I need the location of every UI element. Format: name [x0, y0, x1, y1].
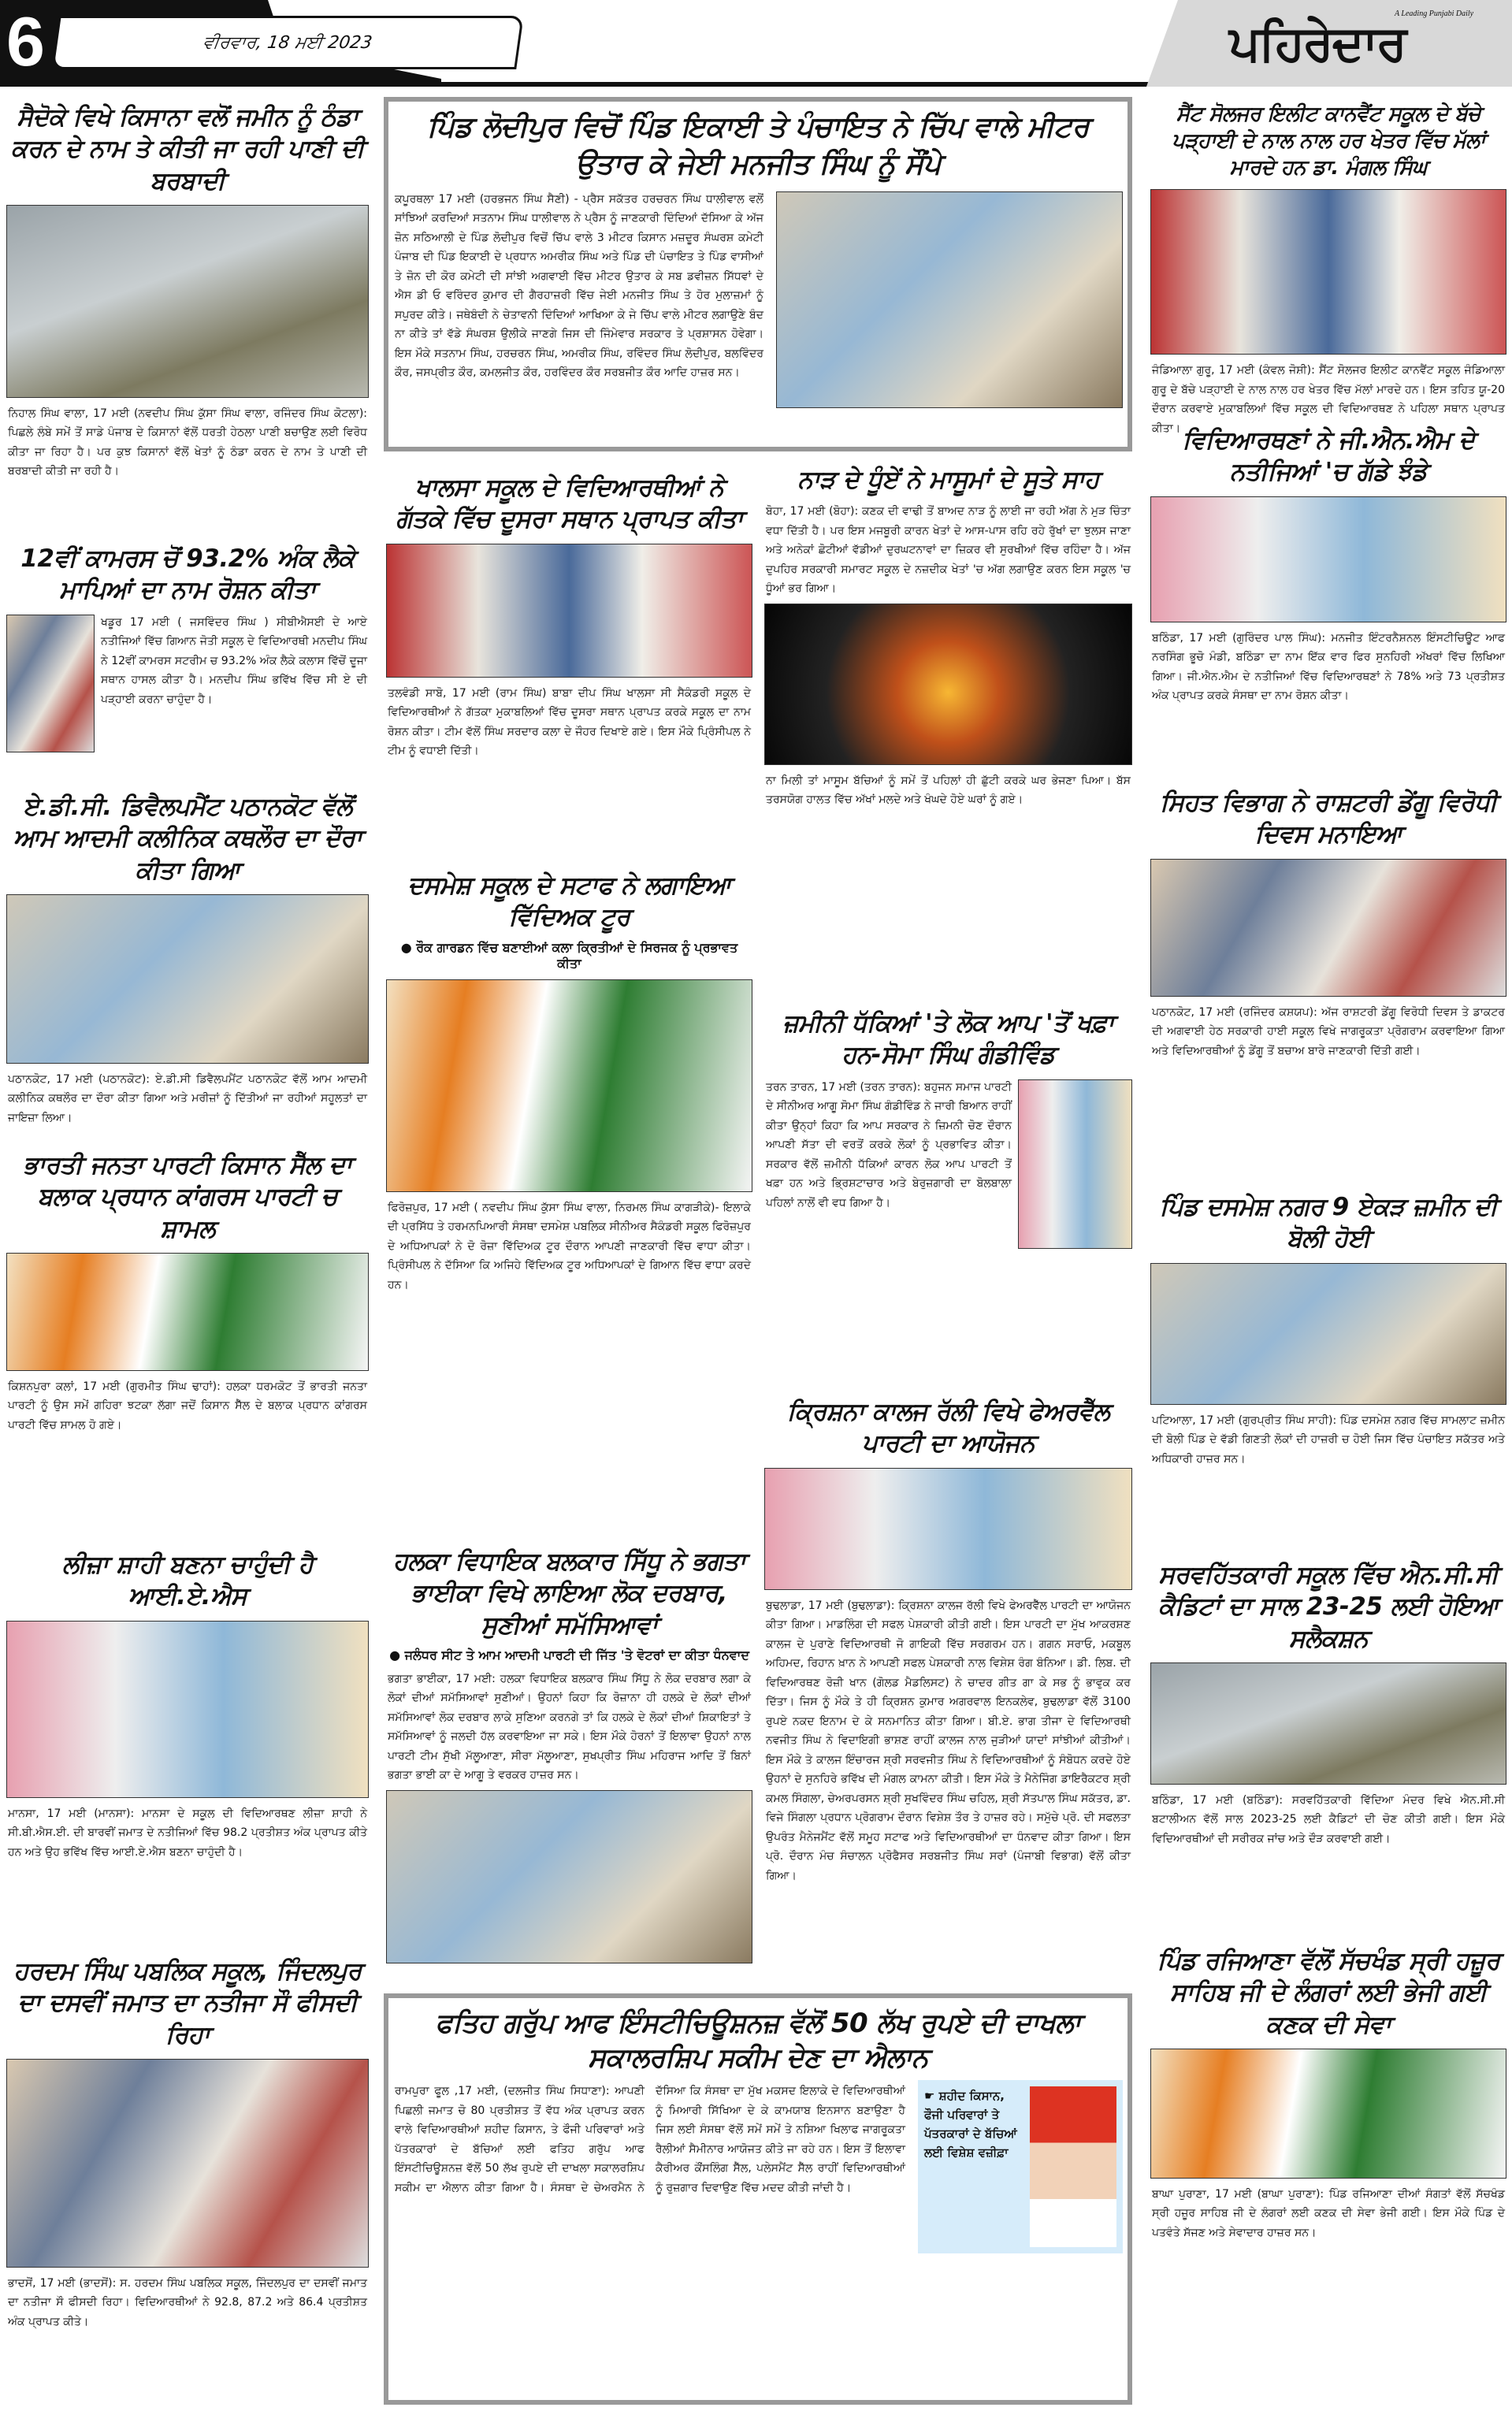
headline: 12ਵੀਂ ਕਾਮਰਸ ਚੋਂ 93.2% ਅੰਕ ਲੈਕੇ ਮਾਪਿਆਂ ਦਾ ਨਾਮ ਰੋਸ਼ਨ ਕੀਤਾ — [20, 544, 355, 605]
photo-soma-singh-portrait — [1018, 1079, 1132, 1249]
article-land-auction — [1150, 1188, 1506, 1554]
article-body: ਪਟਿਆਲਾ, 17 ਮਈ (ਗੁਰਪ੍ਰੀਤ ਸਿੰਘ ਸਾਹੀ): ਪਿੰਡ ਦਸਮੇਸ਼ ਨਗਰ ਵਿੱਚ ਸਾਮਲਾਟ ਜ਼ਮੀਨ ਦੀ ਬੋਲੀ ਪਿੰਡ ਦੇ ਵੱਡੀ ਗਿਣਤੀ ਲੋਕਾਂ ਦੀ ਹਾਜ਼ਰੀ ਚ ਹੋਈ ਜਿਸ ਵਿੱਚ ਪੰਚਾਇਤ ਸਕੱਤਰ ਅਤੇ ਅਧਿਕਾਰੀ ਹਾਜ਼ਰ ਸਨ। — [1152, 1414, 1505, 1466]
article-body: ਰਾਮਪੁਰਾ ਫੂਲ ,17 ਮਈ, (ਦਲਜੀਤ ਸਿੰਘ ਸਿਧਾਣਾ): ਆਪਣੀ ਪਿਛਲੀ ਜਮਾਤ ਚੋ 80 ਪ੍ਰਤੀਸ਼ਤ ਤੋਂ ਵੱਧ ਅੰਕ ਪ੍ਰਾਪਤ ਕਰਨ ਵਾਲੇ ਵਿਦਿਆਰਥੀਆਂ ਸ਼ਹੀਦ ਕਿਸਾਨ, ਤੇ ਫੌਜੀ ਪਰਿਵਾਰਾਂ ਅਤੇ ਪੱਤਰਕਾਰਾਂ ਦੇ ਬੱਚਿਆਂ ਲਈ ਫਤਿਹ ਗਰੁੱਪ ਆਫ ਇੰਸਟੀਚਿਊਸ਼ਨਜ਼ ਵੱਲੋਂ 50 ਲੱਖ ਰੁਪਏ ਦੀ ਦਾਖਲਾ ਸਕਾਲਰਸ਼ਿਪ ਸਕੀਮ ਦਾ ਐਲਾਨ ਕੀਤਾ ਗਿਆ ਹੈ। ਸੰਸਥਾ ਦੇ ਚੇਅਰਮੈਨ ਨੇ ਦੱਸਿਆ ਕਿ ਸੰਸਥਾ ਦਾ ਮੁੱਖ ਮਕਸਦ ਇਲਾਕੇ ਦੇ ਵਿਦਿਆਰਥੀਆਂ ਨੂੰ ਮਿਆਰੀ ਸਿੱਖਿਆ ਦੇ ਕੇ ਕਾਮਯਾਬ ਇਨਸਾਨ ਬਣਾਉਣਾ ਹੈ ਜਿਸ ਲਈ ਸੰਸਥਾ ਵੱਲੋਂ ਸਮੇਂ ਸਮੇਂ ਤੇ ਨਸ਼ਿਆ ਖਿਲਾਫ ਜਾਗਰੂਕਤਾ ਰੈਲੀਆਂ ਸੈਮੀਨਾਰ ਆਯੋਜਤ ਕੀਤੇ ਜਾ ਰਹੇ ਹਨ। ਇਸ ਤੋਂ ਇਲਾਵਾ ਕੈਰੀਅਰ ਕੌਂਸਲਿੰਗ ਸੈੱਲ, ਪਲੇਸਮੈਂਟ ਸੈੱਲ ਰਾਹੀਂ ਵਿਦਿਆਰਥੀਆਂ ਨੂੰ ਰੁਜ਼ਗਾਰ ਦਿਵਾਉਣ ਵਿੱਚ ਮਦਦ ਕੀਤੀ ਜਾਂਦੀ ਹੈ। — [395, 2085, 905, 2194]
article-wheat-seva — [1150, 1942, 1506, 2405]
headline: ਏ.ਡੀ.ਸੀ. ਡਿਵੈਲਪਮੈਂਟ ਪਠਾਨਕੋਟ ਵੱਲੋਂ ਆਮ ਆਦਮੀ ਕਲੀਨਿਕ ਕਥਲੌਰ ਦਾ ਦੌਰਾ ਕੀਤਾ ਗਿਆ — [13, 793, 362, 885]
callout-text: ☛ ਸ਼ਹੀਦ ਕਿਸਾਨ, ਫੌਜੀ ਪਰਿਵਾਰਾਂ ਤੇ ਪੱਤਰਕਾਰਾਂ ਦੇ ਬੱਚਿਆਂ ਲਈ ਵਿਸ਼ੇਸ਼ ਵਜ਼ੀਫ਼ਾ — [924, 2089, 1017, 2160]
article-stubble-smoke — [764, 461, 1132, 1001]
photo-award-ceremony — [1150, 189, 1506, 355]
article-commerce-result — [6, 540, 369, 786]
article-body: ਬਾਘਾ ਪੁਰਾਣਾ, 17 ਮਈ (ਬਾਘਾ ਪੁਰਾਣਾ): ਪਿੰਡ ਰਜਿਆਣਾ ਦੀਆਂ ਸੰਗਤਾਂ ਵੱਲੋਂ ਸੱਚਖੰਡ ਸ੍ਰੀ ਹਜ਼ੂਰ ਸਾਹਿਬ ਜੀ ਦੇ ਲੰਗਰਾਂ ਲਈ ਕਣਕ ਦੀ ਸੇਵਾ ਭੇਜੀ ਗਈ। ਇਸ ਮੌਕੇ ਪਿੰਡ ਦੇ ਪਤਵੰਤੇ ਸੱਜਣ ਅਤੇ ਸੇਵਾਦਾਰ ਹਾਜ਼ਰ ਸਨ। — [1152, 2187, 1505, 2239]
article-body-continued: ਨਾ ਮਿਲੀ ਤਾਂ ਮਾਸੂਮ ਬੱਚਿਆਂ ਨੂੰ ਸਮੇਂ ਤੋਂ ਪਹਿਲਾਂ ਹੀ ਛੁੱਟੀ ਕਰਕੇ ਘਰ ਭੇਜਣਾ ਪਿਆ। ਬੱਸ ਤਰਸਯੋਗ ਹਾਲਤ ਵਿੱਚ ਅੱਖਾਂ ਮਲਦੇ ਅਤੇ ਖੰਘਦੇ ਹੋਏ ਘਰਾਂ ਨੂੰ ਗਏ। — [766, 774, 1131, 807]
article-ncc-selection — [1150, 1556, 1506, 1940]
photo-lok-darbar — [386, 1790, 752, 1963]
headline: ਪਿੰਡ ਰਜਿਆਣਾ ਵੱਲੋਂ ਸੱਚਖੰਡ ਸ੍ਰੀ ਹਜ਼ੂਰ ਸਾਹਿਬ ਜੀ ਦੇ ਲੰਗਰਾਂ ਲਈ ਭੇਜੀ ਗਈ ਕਣਕ ਦੀ ਸੇਵਾ — [1157, 1947, 1500, 2039]
headline: ਸਰਵਹਿੱਤਕਾਰੀ ਸਕੂਲ ਵਿੱਚ ਐਨ.ਸੀ.ਸੀ ਕੈਡਿਟਾਂ ਦਾ ਸਾਲ 23-25 ਲਈ ਹੋਇਆ ਸਲੈਕਸ਼ਨ — [1158, 1561, 1499, 1653]
article-body: ਮਾਨਸਾ, 17 ਮਈ (ਮਾਨਸਾ): ਮਾਨਸਾ ਦੇ ਸਕੂਲ ਦੀ ਵਿਦਿਆਰਥਣ ਲੀਜ਼ਾ ਸ਼ਾਹੀ ਨੇ ਸੀ.ਬੀ.ਐਸ.ਈ. ਦੀ ਬਾਰਵੀਂ ਜਮਾਤ ਦੇ ਨਤੀਜਿਆਂ ਵਿੱਚ 98.2 ਪ੍ਰਤੀਸ਼ਤ ਅੰਕ ਪ੍ਰਾਪਤ ਕੀਤੇ ਹਨ ਅਤੇ ਉਹ ਭਵਿੱਖ ਵਿੱਚ ਆਈ.ਏ.ਐਸ ਬਣਨਾ ਚਾਹੁੰਦੀ ਹੈ। — [8, 1807, 367, 1859]
article-body: ਨਿਹਾਲ ਸਿੰਘ ਵਾਲਾ, 17 ਮਈ (ਨਵਦੀਪ ਸਿੰਘ ਕੁੱਸਾ ਸਿੰਘ ਵਾਲਾ, ਰਜਿੰਦਰ ਸਿੰਘ ਕੋਟਲਾ): ਪਿਛਲੇ ਲੰਬੇ ਸਮੇਂ ਤੋਂ ਸਾਡੇ ਪੰਜਾਬ ਦੇ ਕਿਸਾਨਾਂ ਵੱਲੋਂ ਧਰਤੀ ਹੇਠਲਾ ਪਾਣੀ ਬਚਾਉਣ ਲਈ ਵਿਰੋਧ ਕੀਤਾ ਜਾ ਰਿਹਾ ਹੈ। ਪਰ ਕੁਝ ਕਿਸਾਨਾਂ ਵੱਲੋਂ ਖੇਤਾਂ ਨੂੰ ਠੰਡਾ ਕਰਨ ਦੇ ਨਾਮ ਤੇ ਪਾਣੀ ਦੀ ਬਰਬਾਦੀ ਕੀਤੀ ਜਾ ਰਹੀ ਹੈ। — [8, 407, 367, 478]
article-adc-clinic — [6, 788, 369, 1142]
photo-wheat-seva — [1150, 2049, 1506, 2179]
issue-date: ਵੀਰਵਾਰ, 18 ਮਈ 2023 — [51, 16, 524, 69]
headline: ਦਸਮੇਸ਼ ਸਕੂਲ ਦੇ ਸਟਾਫ ਨੇ ਲਗਾਇਆ ਵਿੱਦਿਅਕ ਟੂਰ — [407, 871, 731, 932]
article-body: ਕਪੂਰਥਲਾ 17 ਮਈ (ਹਰਭਜਨ ਸਿੰਘ ਸੈਣੀ) - ਪ੍ਰੈਸ ਸਕੱਤਰ ਹਰਚਰਨ ਸਿੰਘ ਧਾਲੀਵਾਲ ਵਲੋਂ ਸਾਂਝਿਆਂ ਕਰਦਿਆਂ ਸਤਨਾਮ ਸਿੰਘ ਧਾਲੀਵਾਲ ਨੇ ਪ੍ਰੈਸ ਨੂੰ ਜਾਣਕਾਰੀ ਦਿੰਦਿਆਂ ਦੱਸਿਆ ਕੇ ਅੱਜ ਜ਼ੋਨ ਸਠਿਆਲੀ ਦੇ ਪਿੰਡ ਲੋਦੀਪੁਰ ਵਿਚੋਂ ਚਿੱਪ ਵਾਲੇ 3 ਮੀਟਰ ਕਿਸਾਨ ਮਜ਼ਦੂਰ ਸੰਘਰਸ਼ ਕਮੇਟੀ ਪੰਜਾਬ ਦੀ ਪਿੰਡ ਇਕਾਈ ਦੇ ਪ੍ਰਧਾਨ ਅਮਰੀਕ ਸਿੰਘ ਅਤੇ ਪਿੰਡ ਦੀ ਪੰਚਾਇਤ ਤੇ ਪਿੰਡ ਵਾਸੀਆਂ ਤੇ ਜ਼ੋਨ ਦੀ ਕੋਰ ਕਮੇਟੀ ਦੀ ਸਾਂਝੀ ਅਗਵਾਈ ਵਿੱਚ ਮੀਟਰ ਉਤਾਰ ਕੇ ਸਬ ਡਵੀਜ਼ਨ ਸਿੱਧਵਾਂ ਦੇ ਐਸ ਡੀ ਓ ਵਰਿੰਦਰ ਕੁਮਾਰ ਦੀ ਗੈਰਹਾਜ਼ਰੀ ਵਿੱਚ ਜੇਈ ਮਨਜੀਤ ਸਿੰਘ ਤੇ ਹੋਰ ਮੁਲਾਜ਼ਮਾਂ ਨੂੰ ਸਪੁਰਦ ਕੀਤੇ। ਜਥੇਬੰਦੀ ਨੇ ਚੇਤਾਵਨੀ ਦਿੰਦਿਆਂ ਆਖਿਆ ਕੇ ਜੇ ਚਿੱਪ ਵਾਲੇ ਮੀਟਰ ਲਗਾਉਣੇ ਬੰਦ ਨਾ ਕੀਤੇ ਤਾਂ ਵੱਡੇ ਸੰਘਰਸ਼ ਉਲੀਕੇ ਜਾਣਗੇ ਜਿਸ ਦੀ ਜਿੰਮੇਵਾਰ ਸਰਕਾਰ ਤੇ ਪ੍ਰਸ਼ਾਸਨ ਹੋਵੇਗਾ। ਇਸ ਮੌਕੇ ਸਤਨਾਮ ਸਿੰਘ, ਹਰਚਰਨ ਸਿੰਘ, ਅਮਰੀਕ ਸਿੰਘ, ਰਵਿੰਦਰ ਸਿੰਘ ਲੋਦੀਪੁਰ, ਬਲਵਿੰਦਰ ਕੌਰ, ਜਸਪ੍ਰੀਤ ਕੌਰ, ਕਮਲਜੀਤ ਕੌਰ, ਹਰਵਿੰਦਰ ਕੌਰ ਸਰਬਜੀਤ ਕੌਰ ਆਦਿ ਹਾਜ਼ਰ ਸਨ। — [395, 192, 763, 380]
article-body: ਭਗਤਾ ਭਾਈਕਾ, 17 ਮਈ: ਹਲਕਾ ਵਿਧਾਇਕ ਬਲਕਾਰ ਸਿੰਘ ਸਿੱਧੂ ਨੇ ਲੋਕ ਦਰਬਾਰ ਲਗਾ ਕੇ ਲੋਕਾਂ ਦੀਆਂ ਸਮੱਸਿਆਵਾਂ ਸੁਣੀਆਂ। ਉਹਨਾਂ ਕਿਹਾ ਕਿ ਰੋਜ਼ਾਨਾ ਹੀ ਹਲਕੇ ਦੇ ਲੋਕਾਂ ਦੀਆਂ ਸਮੱਸਿਆਵਾਂ ਲੋਕ ਦਰਬਾਰ ਲਾਕੇ ਸੁਣਿਆ ਕਰਨਗੇ ਤਾਂ ਕਿ ਹਲਕੇ ਦੇ ਲੋਕਾਂ ਦੀਆਂ ਸ਼ਿਕਾਇਤਾਂ ਤੇ ਸਮੱਸਿਆਵਾਂ ਨੂੰ ਜਲਦੀ ਹੱਲ ਕਰਵਾਇਆ ਜਾ ਸਕੇ। ਇਸ ਮੌਕੇ ਹੋਰਨਾਂ ਤੋਂ ਇਲਾਵਾ ਉਹਨਾਂ ਨਾਲ ਪਾਰਟੀ ਟੀਮ ਸੁੱਖੀ ਮੱਲੂਆਣਾ, ਸੀਰਾ ਮੱਲੂਆਣਾ, ਸੁਖਪ੍ਰੀਤ ਸਿੰਘ ਮਹਿਰਾਜ ਆਦਿ ਤੋਂ ਬਿਨਾਂ ਭਗਤਾ ਭਾਈ ਕਾ ਦੇ ਆਗੂ ਤੇ ਵਰਕਰ ਹਾਜ਼ਰ ਸਨ। — [388, 1672, 751, 1782]
headline: ਸੈਦੋਕੇ ਵਿਖੇ ਕਿਸਾਨਾ ਵਲੋਂ ਜਮੀਨ ਨੂੰ ਠੰਡਾ ਕਰਨ ਦੇ ਨਾਮ ਤੇ ਕੀਤੀ ਜਾ ਰਹੀ ਪਾਣੀ ਦੀ ਬਰਬਾਦੀ — [10, 103, 365, 195]
article-chip-meters — [384, 97, 1132, 451]
photo-gatka-team — [386, 544, 752, 678]
article-lok-darbar — [386, 1543, 752, 1989]
photo-ncc-cadets — [1150, 1662, 1506, 1785]
article-body: ਜੰਡਿਆਲਾ ਗੁਰੂ, 17 ਮਈ (ਕੰਵਲ ਜੋਸ਼ੀ): ਸੈਂਟ ਸੋਲਜਰ ਇਲੀਟ ਕਾਨਵੈਂਟ ਸਕੂਲ ਜੰਡਿਆਲਾ ਗੁਰੂ ਦੇ ਬੱਚੇ ਪੜ੍ਹਾਈ ਦੇ ਨਾਲ ਨਾਲ ਹਰ ਖੇਤਰ ਵਿੱਚ ਮੱਲਾਂ ਮਾਰਦੇ ਹਨ। ਇਸ ਤਹਿਤ ਯੂ-20 ਦੌਰਾਨ ਕਰਵਾਏ ਮੁਕਾਬਲਿਆਂ ਵਿੱਚ ਸਕੂਲ ਦੀ ਵਿਦਿਆਰਥਣ ਨੇ ਪਹਿਲਾ ਸਥਾਨ ਪ੍ਰਾਪਤ ਕੀਤਾ। — [1152, 364, 1505, 435]
article-fateh-scholarship — [384, 1993, 1132, 2405]
article-body: ਫਿਰੋਜ਼ਪੁਰ, 17 ਮਈ ( ਨਵਦੀਪ ਸਿੰਘ ਕੁੱਸਾ ਸਿੰਘ ਵਾਲਾ, ਨਿਰਮਲ ਸਿੰਘ ਕਾਗੜੀਕੇ)- ਇਲਾਕੇ ਦੀ ਪ੍ਰਸਿੱਧ ਤੇ ਹਰਮਨਪਿਆਰੀ ਸੰਸਥਾ ਦਸਮੇਸ਼ ਪਬਲਿਕ ਸੀਨੀਅਰ ਸੈਕੰਡਰੀ ਸਕੂਲ ਫਿਰੋਜ਼ਪੁਰ ਦੇ ਅਧਿਆਪਕਾਂ ਨੇ ਦੋ ਰੋਜ਼ਾ ਵਿੱਦਿਅਕ ਟੂਰ ਦੌਰਾਨ ਆਪਣੀ ਜਾਣਕਾਰੀ ਵਿੱਚ ਵਾਧਾ ਕੀਤਾ। ਪ੍ਰਿੰਸੀਪਲ ਨੇ ਦੱਸਿਆ ਕਿ ਅਜਿਹੇ ਵਿੱਦਿਅਕ ਟੂਰ ਅਧਿਆਪਕਾਂ ਦੇ ਗਿਆਨ ਵਿੱਚ ਵਾਧਾ ਕਰਦੇ ਹਨ। — [388, 1201, 751, 1291]
header-rule — [0, 82, 1182, 87]
headline: ਪਿੰਡ ਲੋਦੀਪੁਰ ਵਿਚੋਂ ਪਿੰਡ ਇਕਾਈ ਤੇ ਪੰਚਾਇਤ ਨੇ ਚਿੱਪ ਵਾਲੇ ਮੀਟਰ ਉਤਾਰ ਕੇ ਜੇਈ ਮਨਜੀਤ ਸਿੰਘ ਨੂੰ ਸੌਂਪੇ — [426, 111, 1090, 180]
headline: ਭਾਰਤੀ ਜਨਤਾ ਪਾਰਟੀ ਕਿਸਾਨ ਸੈੱਲ ਦਾ ਬਲਾਕ ਪ੍ਰਧਾਨ ਕਾਂਗਰਸ ਪਾਰਟੀ ਚ ਸ਼ਾਮਲ — [23, 1151, 352, 1243]
article-dasmesh-tour — [386, 867, 752, 1540]
article-bjp-congress — [6, 1146, 369, 1544]
article-body: ਬੋਹਾ, 17 ਮਈ (ਬੋਹਾ): ਕਣਕ ਦੀ ਵਾਢੀ ਤੋਂ ਬਾਅਦ ਨਾੜ ਨੂੰ ਲਾਈ ਜਾ ਰਹੀ ਅੱਗ ਨੇ ਮੁੜ ਚਿੰਤਾ ਵਧਾ ਦਿੱਤੀ ਹੈ। ਪਰ ਇਸ ਮਜਬੂਰੀ ਕਾਰਨ ਖੇਤਾਂ ਦੇ ਆਸ-ਪਾਸ ਰਹਿ ਰਹੇ ਰੁੱਖਾਂ ਦਾ ਝੁਲਸ ਜਾਣਾ ਅਤੇ ਅਨੇਕਾਂ ਛੋਟੀਆਂ ਵੱਡੀਆਂ ਦੁਰਘਟਨਾਵਾਂ ਦਾ ਜ਼ਿਕਰ ਵੀ ਸੁਰਖੀਆਂ ਵਿੱਚ ਰਹਿੰਦਾ ਹੈ। ਅੱਜ ਦੁਪਹਿਰ ਸਰਕਾਰੀ ਸਮਾਰਟ ਸਕੂਲ ਦੇ ਨਜ਼ਦੀਕ ਖੇਤਾਂ 'ਚ ਅੱਗ ਲਗਾਉਣ ਕਰਨ ਇਸ ਸਕੂਲ 'ਚ ਧੂੰਆਂ ਭਰ ਗਿਆ। — [766, 505, 1131, 596]
headline: ਫਤਿਹ ਗਰੁੱਪ ਆਫ ਇੰਸਟੀਚਿਊਸ਼ਨਜ਼ ਵੱਲੋਂ 50 ਲੱਖ ਰੁਪਏ ਦੀ ਦਾਖਲਾ ਸਕਾਲਰਸ਼ਿਪ ਸਕੀਮ ਦੇਣ ਦਾ ਐਲਾਨ — [435, 2008, 1081, 2075]
article-body: ਪਠਾਨਕੋਟ, 17 ਮਈ (ਪਠਾਨਕੋਟ): ਏ.ਡੀ.ਸੀ ਡਿਵੈਲਪਮੈਂਟ ਪਠਾਨਕੋਟ ਵੱਲੋਂ ਆਮ ਆਦਮੀ ਕਲੀਨਿਕ ਕਥਲੌਰ ਦਾ ਦੌਰਾ ਕੀਤਾ ਗਿਆ ਅਤੇ ਮਰੀਜ਼ਾਂ ਨੂੰ ਦਿੱਤੀਆਂ ਜਾ ਰਹੀਆਂ ਸਹੂਲਤਾਂ ਦਾ ਜਾਇਜ਼ਾ ਲਿਆ। — [8, 1072, 367, 1124]
article-body: ਬੁਢਲਾਡਾ, 17 ਮਈ (ਬੁਢਲਾਡਾ): ਕ੍ਰਿਸ਼ਨਾ ਕਾਲਜ ਰੱਲੀ ਵਿਖੇ ਫੇਅਰਵੈੱਲ ਪਾਰਟੀ ਦਾ ਆਯੋਜਨ ਕੀਤਾ ਗਿਆ। ਮਾਡਲਿੰਗ ਦੀ ਸਫਲ ਪੇਸ਼ਕਾਰੀ ਕੀਤੀ ਗਈ। ਇਸ ਪਾਰਟੀ ਦਾ ਮੁੱਖ ਆਕਰਸ਼ਣ ਕਾਲਜ ਦੇ ਪੁਰਾਣੇ ਵਿਦਿਆਰਥੀ ਜੋ ਗਾਇਕੀ ਵਿੱਚ ਸਰਗਰਮ ਹਨ। ਗਗਨ ਸਰਾਓ, ਮਕਬੂਲ ਅਹਿਮਦ, ਰਿਹਾਨ ਖ਼ਾਨ ਨੇ ਆਪਣੀ ਸਫਲ ਪੇਸ਼ਕਾਰੀ ਨਾਲ ਵਿਸ਼ੇਸ਼ ਰੰਗ ਬੰਨਿਆ। ਡੀ. ਲਿਬ. ਦੀ ਵਿਦਿਆਰਥਣ ਰੋਜ਼ੀ ਖਾਨ (ਗੋਲਡ ਮੈਡਲਿਸਟ) ਨੇ ਚਾਦਰ ਗੀਤ ਗਾ ਕੇ ਸਭ ਨੂੰ ਭਾਵੁਕ ਕਰ ਦਿੱਤਾ। ਜਿਸ ਨੂੰ ਮੌਕੇ ਤੇ ਹੀ ਕ੍ਰਿਸ਼ਨ ਕੁਮਾਰ ਅਗਰਵਾਲ ਇਨਕਲੇਵ, ਬੁਢਲਾਡਾ ਵੱਲੋਂ 3100 ਰੁਪਏ ਨਕਦ ਇਨਾਮ ਦੇ ਕੇ ਸਨਮਾਨਿਤ ਕੀਤਾ ਗਿਆ। ਬੀ.ਏ. ਭਾਗ ਤੀਜਾ ਦੇ ਵਿਦਿਆਰਥੀ ਨਵਜੀਤ ਸਿੰਘ ਨੇ ਵਿਦਾਇਗੀ ਭਾਸ਼ਣ ਰਾਹੀਂ ਕਾਲਜ ਨਾਲ ਜੁੜੀਆਂ ਯਾਦਾਂ ਸਾਂਝੀਆਂ ਕੀਤੀਆਂ। ਇਸ ਮੌਕੇ ਤੇ ਕਾਲਜ ਇੰਚਾਰਜ ਸ਼੍ਰੀ ਸਰਵਜੀਤ ਸਿੰਘ ਨੇ ਵਿਦਿਆਰਥੀਆਂ ਨੂੰ ਸੰਬੋਧਨ ਕਰਦੇ ਹੋਏ ਉਹਨਾਂ ਦੇ ਸੁਨਹਿਰੇ ਭਵਿੱਖ ਦੀ ਮੰਗਲ ਕਾਮਨਾ ਕੀਤੀ। ਇਸ ਮੌਕੇ ਤੇ ਮੈਨੇਜਿੰਗ ਡਾਇਰੈਕਟਰ ਸ਼੍ਰੀ ਕਮਲ ਸਿੰਗਲਾ, ਚੇਅਰਪਰਸਨ ਸ਼੍ਰੀ ਸੁਖਵਿੰਦਰ ਸਿੰਘ ਚਹਿਲ, ਸ਼੍ਰੀ ਸੱਤਪਾਲ ਸਿੰਘ ਸਕੱਤਰ, ਡਾ. ਵਿਜੇ ਸਿੰਗਲਾ ਪ੍ਰਧਾਨ ਪ੍ਰੋਗਰਾਮ ਦੌਰਾਨ ਵਿਸ਼ੇਸ਼ ਤੌਰ ਤੇ ਹਾਜ਼ਰ ਰਹੇ। ਸਮੁੱਚੇ ਪ੍ਰੋ. ਦੀ ਸਫਲਤਾ ਉਪਰੰਤ ਮੈਨੇਜਮੈਂਟ ਵੱਲੋਂ ਸਮੂਹ ਸਟਾਫ ਅਤੇ ਵਿਦਿਆਰਥੀਆਂ ਦਾ ਧੰਨਵਾਦ ਕੀਤਾ ਗਿਆ। ਇਸ ਪ੍ਰੋ. ਦੌਰਾਨ ਮੰਚ ਸੰਚਾਲਨ ਪ੍ਰੋਫੈਸਰ ਸਰਬਜੀਤ ਸਿੰਘ ਸਰਾਂ (ਪੰਜਾਬੀ ਵਿਭਾਗ) ਵੱਲੋਂ ਕੀਤਾ ਗਿਆ। — [766, 1599, 1131, 1882]
article-soma-singh — [764, 1005, 1132, 1391]
headline: ਸਿਹਤ ਵਿਭਾਗ ਨੇ ਰਾਸ਼ਟਰੀ ਡੇਂਗੂ ਵਿਰੋਧੀ ਦਿਵਸ ਮਨਾਇਆ — [1160, 789, 1497, 849]
headline: ਹਰਦਮ ਸਿੰਘ ਪਬਲਿਕ ਸਕੂਲ, ਜਿੰਦਲਪੁਰ ਦਾ ਦਸਵੀਂ ਜਮਾਤ ਦਾ ਨਤੀਜਾ ਸੌ ਫੀਸਦੀ ਰਿਹਾ — [13, 1957, 362, 2049]
page-number: 6 — [6, 2, 45, 80]
scholarship-callout — [918, 2080, 1123, 2253]
newspaper-tagline: A Leading Punjabi Daily — [1395, 9, 1474, 18]
article-gnm-results — [1150, 422, 1506, 780]
article-krishna-farewell — [764, 1393, 1132, 1989]
article-body: ਭਾਦਸੋਂ, 17 ਮਈ (ਭਾਦਸੋਂ): ਸ. ਹਰਦਮ ਸਿੰਘ ਪਬਲਿਕ ਸਕੂਲ, ਜਿੰਦਲਪੁਰ ਦਾ ਦਸਵੀਂ ਜਮਾਤ ਦਾ ਨਤੀਜਾ ਸੌ ਫੀਸਦੀ ਰਿਹਾ। ਵਿਦਿਆਰਥੀਆਂ ਨੇ 92.8, 87.2 ਅਤੇ 86.4 ਪ੍ਰਤੀਸ਼ਤ ਅੰਕ ਪ੍ਰਾਪਤ ਕੀਤੇ। — [8, 2276, 367, 2328]
photo-farewell-party — [764, 1468, 1132, 1590]
photo-group-joining — [6, 1253, 369, 1371]
photo-student-portrait — [6, 615, 95, 752]
subheadline: ● ਜਲੰਧਰ ਸੀਟ ਤੇ ਆਮ ਆਦਮੀ ਪਾਰਟੀ ਦੀ ਜਿੱਤ 'ਤੇ ਵੋਟਰਾਂ ਦਾ ਕੀਤਾ ਧੰਨਵਾਦ — [389, 1647, 749, 1662]
article-liza-ias — [6, 1546, 369, 1949]
headline: ਖਾਲਸਾ ਸਕੂਲ ਦੇ ਵਿਦਿਆਰਥੀਆਂ ਨੇ ਗੱਤਕੇ ਵਿੱਚ ਦੂਸਰਾ ਸਥਾਨ ਪ੍ਰਾਪਤ ਕੀਤਾ — [396, 474, 743, 534]
article-body: ਪਠਾਨਕੋਟ, 17 ਮਈ (ਰਜਿੰਦਰ ਕਸ਼ਯਪ): ਅੱਜ ਰਾਸ਼ਟਰੀ ਡੇਂਗੂ ਵਿਰੋਧੀ ਦਿਵਸ ਤੇ ਡਾਕਟਰ ਦੀ ਅਗਵਾਈ ਹੇਠ ਸਰਕਾਰੀ ਹਾਈ ਸਕੂਲ ਵਿਖੇ ਜਾਗਰੂਕਤਾ ਪ੍ਰੋਗਰਾਮ ਕਰਵਾਇਆ ਗਿਆ ਅਤੇ ਵਿਦਿਆਰਥੀਆਂ ਨੂੰ ਡੇਂਗੂ ਤੋਂ ਬਚਾਅ ਬਾਰੇ ਜਾਣਕਾਰੀ ਦਿੱਤੀ ਗਈ। — [1152, 1005, 1505, 1057]
article-body: ਖਡੂਰ 17 ਮਈ ( ਜਸਵਿੰਦਰ ਸਿੰਘ ) ਸੀਬੀਐਸਈ ਦੇ ਆਏ ਨਤੀਜਿਆਂ ਵਿੱਚ ਗਿਆਨ ਜੋਤੀ ਸਕੂਲ ਦੇ ਵਿਦਿਆਰਥੀ ਮਨਦੀਪ ਸਿੰਘ ਨੇ 12ਵੀਂ ਕਾਮਰਸ ਸਟਰੀਮ ਚ 93.2% ਅੰਕ ਲੈਕੇ ਕਲਾਸ ਵਿੱਚੋਂ ਦੂਜਾ ਸਥਾਨ ਹਾਸਲ ਕੀਤਾ ਹੈ। ਮਨਦੀਪ ਸਿੰਘ ਭਵਿੱਖ ਵਿੱਚ ਸੀ ਏ ਦੀ ਪੜ੍ਹਾਈ ਕਰਨਾ ਚਾਹੁੰਦਾ ਹੈ। — [101, 615, 367, 706]
photo-auction — [1150, 1263, 1506, 1405]
article-saint-soldier — [1150, 98, 1506, 435]
article-hardam-school — [6, 1952, 369, 2405]
headline: ਨਾੜ ਦੇ ਧੂੰਏਂ ਨੇ ਮਾਸੂਮਾਂ ਦੇ ਸੂਤੇ ਸਾਹ — [797, 466, 1099, 494]
photo-field-fire — [764, 604, 1132, 765]
article-body: ਬਠਿੰਡਾ, 17 ਮਈ (ਬਠਿੰਡਾ): ਸਰਵਹਿੱਤਕਾਰੀ ਵਿੱਦਿਆ ਮੰਦਰ ਵਿਖੇ ਐਨ.ਸੀ.ਸੀ ਬਟਾਲੀਅਨ ਵੱਲੋਂ ਸਾਲ 2023-25 ਲਈ ਕੈਡਿਟਾਂ ਦੀ ਚੋਣ ਕੀਤੀ ਗਈ। ਇਸ ਮੌਕੇ ਵਿਦਿਆਰਥੀਆਂ ਦੀ ਸਰੀਰਕ ਜਾਂਚ ਅਤੇ ਦੌੜ ਕਰਵਾਈ ਗਈ। — [1152, 1793, 1505, 1845]
article-body: ਤਲਵੰਡੀ ਸਾਬੋ, 17 ਮਈ (ਰਾਮ ਸਿੰਘ) ਬਾਬਾ ਦੀਪ ਸਿੰਘ ਖਾਲਸਾ ਸੀ ਸੈਕੰਡਰੀ ਸਕੂਲ ਦੇ ਵਿਦਿਆਰਥੀਆਂ ਨੇ ਗੱਤਕਾ ਮੁਕਾਬਲਿਆਂ ਵਿੱਚ ਦੂਸਰਾ ਸਥਾਨ ਪ੍ਰਾਪਤ ਕਰਕੇ ਸਕੂਲ ਦਾ ਨਾਮ ਰੋਸ਼ਨ ਕੀਤਾ। ਟੀਮ ਵੱਲੋਂ ਸਿੰਘ ਸਰਦਾਰ ਕਲਾ ਦੇ ਜੌਹਰ ਦਿਖਾਏ ਗਏ। ਇਸ ਮੌਕੇ ਪ੍ਰਿੰਸੀਪਲ ਨੇ ਟੀਮ ਨੂੰ ਵਧਾਈ ਦਿੱਤੀ। — [388, 686, 751, 758]
headline: ਸੈਂਟ ਸੋਲਜਰ ਇਲੀਟ ਕਾਨਵੈਂਟ ਸਕੂਲ ਦੇ ਬੱਚੇ ਪੜ੍ਹਾਈ ਦੇ ਨਾਲ ਨਾਲ ਹਰ ਖੇਤਰ ਵਿੱਚ ਮੱਲਾਂ ਮਾਰਦੇ ਹਨ ਡਾ. ਮੰਗਲ ਸਿੰਘ — [1172, 102, 1485, 180]
headline: ਲੀਜ਼ਾ ਸ਼ਾਹੀ ਬਣਨਾ ਚਾਹੁੰਦੀ ਹੈ ਆਈ.ਏ.ਐਸ — [61, 1551, 314, 1611]
photo-clinic-visit — [6, 894, 369, 1064]
headline: ਪਿੰਡ ਦਸਮੇਸ਼ ਨਗਰ 9 ਏਕੜ ਜ਼ਮੀਨ ਦੀ ਬੋਲੀ ਹੋਈ — [1159, 1193, 1498, 1254]
article-khalsa-gatka — [386, 469, 752, 863]
photo-meter-handover — [776, 191, 1123, 408]
headline: ਵਿਦਿਆਰਥਣਾਂ ਨੇ ਜੀ.ਐਨ.ਐਮ ਦੇ ਨਤੀਜਿਆਂ 'ਚ ਗੱਡੇ ਝੰਡੇ — [1182, 426, 1475, 487]
headline: ਕ੍ਰਿਸ਼ਨਾ ਕਾਲਜ ਰੱਲੀ ਵਿਖੇ ਫੇਅਰਵੈੱਲ ਪਾਰਟੀ ਦਾ ਆਯੋਜਨ — [786, 1398, 1110, 1458]
photo-chairman-portrait — [1030, 2086, 1116, 2247]
article-body: ਤਰਨ ਤਾਰਨ, 17 ਮਈ (ਤਰਨ ਤਾਰਨ): ਬਹੁਜਨ ਸਮਾਜ ਪਾਰਟੀ ਦੇ ਸੀਨੀਅਰ ਆਗੂ ਸੋਮਾ ਸਿੰਘ ਗੰਡੀਵਿੰਡ ਨੇ ਜਾਰੀ ਬਿਆਨ ਰਾਹੀਂ ਕੀਤਾ ਉਨ੍ਹਾਂ ਕਿਹਾ ਕਿ ਆਪ ਸਰਕਾਰ ਨੇ ਜ਼ਿਮਨੀ ਚੋਣ ਦੌਰਾਨ ਆਪਣੀ ਸੱਤਾ ਦੀ ਵਰਤੋਂ ਕਰਕੇ ਲੋਕਾਂ ਨੂੰ ਪ੍ਰਭਾਵਿਤ ਕੀਤਾ। ਸਰਕਾਰ ਵੱਲੋਂ ਜ਼ਮੀਨੀ ਧੱਕਿਆਂ ਕਾਰਨ ਲੋਕ ਆਪ ਪਾਰਟੀ ਤੋਂ ਖਫ਼ਾ ਹਨ ਅਤੇ ਭ੍ਰਿਸ਼ਟਾਚਾਰ ਅਤੇ ਬੇਰੁਜ਼ਗਾਰੀ ਦਾ ਬੋਲਬਾਲਾ ਪਹਿਲਾਂ ਨਾਲੋਂ ਵੀ ਵਧ ਗਿਆ ਹੈ। — [766, 1080, 1012, 1209]
newspaper-logo: ਪਹਿਰੇਦਾਰ — [1229, 14, 1406, 72]
photo-school-students — [6, 2059, 369, 2268]
photo-family — [6, 1621, 369, 1798]
photo-classroom — [1150, 859, 1506, 997]
masthead-header — [0, 0, 1512, 92]
article-body: ਬਠਿੰਡਾ, 17 ਮਈ (ਗੁਰਿੰਦਰ ਪਾਲ ਸਿੰਘ): ਮਨਜੀਤ ਇੰਟਰਨੈਸ਼ਨਲ ਇੰਸਟੀਚਿਊਟ ਆਫ ਨਰਸਿੰਗ ਭੂਚੋ ਮੰਡੀ, ਬਠਿੰਡਾ ਦਾ ਨਾਮ ਇੱਕ ਵਾਰ ਫਿਰ ਸੁਨਹਿਰੀ ਅੱਖਰਾਂ ਵਿੱਚ ਲਿਖਿਆ ਗਿਆ। ਜੀ.ਐਨ.ਐਮ ਦੇ ਨਤੀਜਿਆਂ ਵਿੱਚ ਵਿਦਿਆਰਥਣਾਂ ਨੇ 78% ਅਤੇ 73 ਪ੍ਰਤੀਸ਼ਤ ਅੰਕ ਪ੍ਰਾਪਤ ਕਰਕੇ ਸੰਸਥਾ ਦਾ ਨਾਮ ਰੋਸ਼ਨ ਕੀਤਾ। — [1152, 631, 1505, 703]
subheadline: ● ਰੌਕ ਗਾਰਡਨ ਵਿੱਚ ਬਣਾਈਆਂ ਕਲਾ ਕ੍ਰਿਤੀਆਂ ਦੇ ਸਿਰਜਕ ਨੂੰ ਪ੍ਰਭਾਵਤ ਕੀਤਾ — [400, 939, 738, 971]
photo-flooded-field — [6, 205, 369, 398]
article-water-waste — [6, 98, 369, 536]
article-body: ਕਿਸ਼ਨਪੁਰਾ ਕਲਾਂ, 17 ਮਈ (ਗੁਰਮੀਤ ਸਿੰਘ ਢਾਹਾਂ): ਹਲਕਾ ਧਰਮਕੋਟ ਤੋਂ ਭਾਰਤੀ ਜਨਤਾ ਪਾਰਟੀ ਨੂੰ ਉਸ ਸਮੇਂ ਗਹਿਰਾ ਝਟਕਾ ਲੱਗਾ ਜਦੋਂ ਕਿਸਾਨ ਸੈੱਲ ਦੇ ਬਲਾਕ ਪ੍ਰਧਾਨ ਕਾਂਗਰਸ ਪਾਰਟੀ ਵਿੱਚ ਸ਼ਾਮਲ ਹੋ ਗਏ। — [8, 1380, 367, 1432]
headline: ਹਲਕਾ ਵਿਧਾਇਕ ਬਲਕਾਰ ਸਿੱਧੂ ਨੇ ਭਗਤਾ ਭਾਈਕਾ ਵਿਖੇ ਲਾਇਆ ਲੋਕ ਦਰਬਾਰ, ਸੁਣੀਆਂ ਸਮੱਸਿਆਵਾਂ — [392, 1547, 746, 1640]
headline: ਜ਼ਮੀਨੀ ਧੱਕਿਆਂ 'ਤੇ ਲੋਕ ਆਪ 'ਤੋਂ ਖਫ਼ਾ ਹਨ-ਸੋਮਾ ਸਿੰਘ ਗੰਡੀਵਿੰਡ — [782, 1009, 1114, 1070]
photo-student-portraits — [1150, 496, 1506, 622]
article-dengue-day — [1150, 784, 1506, 1186]
photo-staff-tour — [386, 979, 752, 1192]
